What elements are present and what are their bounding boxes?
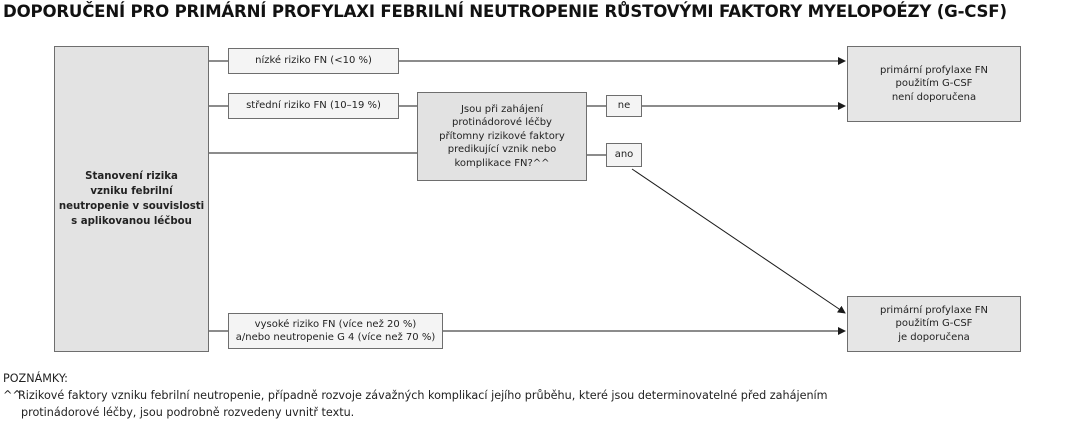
- mid-risk-label: střední riziko FN (10–19 %): [246, 100, 381, 112]
- risk-assessment-box: [54, 46, 209, 352]
- risk-assessment-line: vzniku febrilní: [90, 186, 173, 197]
- high-risk-box: [228, 313, 443, 349]
- outcome-not-line: není doporučena: [891, 91, 977, 103]
- mid-risk-box: [228, 93, 399, 119]
- question-line: přítomny rizikové faktory: [439, 130, 565, 142]
- note-item: [3, 387, 828, 404]
- outcome-yes-line: je doporučena: [898, 331, 970, 343]
- answer-yes-box: [606, 143, 642, 167]
- question-line: predikující vznik nebo: [447, 144, 557, 156]
- notes-heading: POZNÁMKY:: [3, 372, 68, 385]
- high-risk-line: vysoké riziko FN (více než 20 %): [254, 318, 417, 330]
- risk-factors-question-box: [417, 92, 587, 181]
- low-risk-label: nízké riziko FN (<10 %): [255, 55, 372, 67]
- outcome-yes-line: primární profylaxe FN: [879, 304, 989, 316]
- answer-no-label: ne: [617, 100, 631, 112]
- answer-no-box: [606, 95, 642, 117]
- note-marker: ^^: [3, 389, 22, 402]
- outcome-not-recommended-box: [847, 46, 1021, 122]
- outcome-yes-line: použitím G-CSF: [895, 318, 973, 330]
- page-title: DOPORUČENÍ PRO PRIMÁRNÍ PROFYLAXI FEBRILNÍ NEUTROPENIE RŮSTOVÝMI FAKTORY MYELOPOÉZY (G-CSF): [3, 2, 1007, 21]
- low-risk-box: [228, 48, 399, 74]
- arrow-ano-outcome: [632, 169, 845, 313]
- note-text-line: Rizikové faktory vzniku febrilní neutropenie, případně rozvoje závažných komplikací jejího průběhu, které jsou determinovatelné před zahájením: [18, 389, 828, 402]
- question-line: protinádorové léčby: [452, 117, 552, 129]
- high-risk-line: a/nebo neutropenie G 4 (více než 70 %): [235, 332, 436, 343]
- answer-yes-label: ano: [614, 149, 634, 161]
- notes-section: [3, 370, 828, 421]
- question-line: komplikace FN?^^: [454, 157, 550, 169]
- outcome-not-line: použitím G-CSF: [895, 78, 973, 90]
- outcome-not-line: primární profylaxe FN: [879, 64, 989, 76]
- note-text-continuation: protinádorové léčby, jsou podrobně rozvedeny uvnitř textu.: [21, 406, 355, 419]
- risk-assessment-line: Stanovení rizika: [85, 171, 178, 182]
- question-line: Jsou při zahájení: [460, 103, 544, 115]
- risk-assessment-line: neutropenie v souvislosti: [58, 201, 205, 212]
- risk-assessment-line: s aplikovanou léčbou: [71, 216, 192, 227]
- outcome-recommended-box: [847, 296, 1021, 352]
